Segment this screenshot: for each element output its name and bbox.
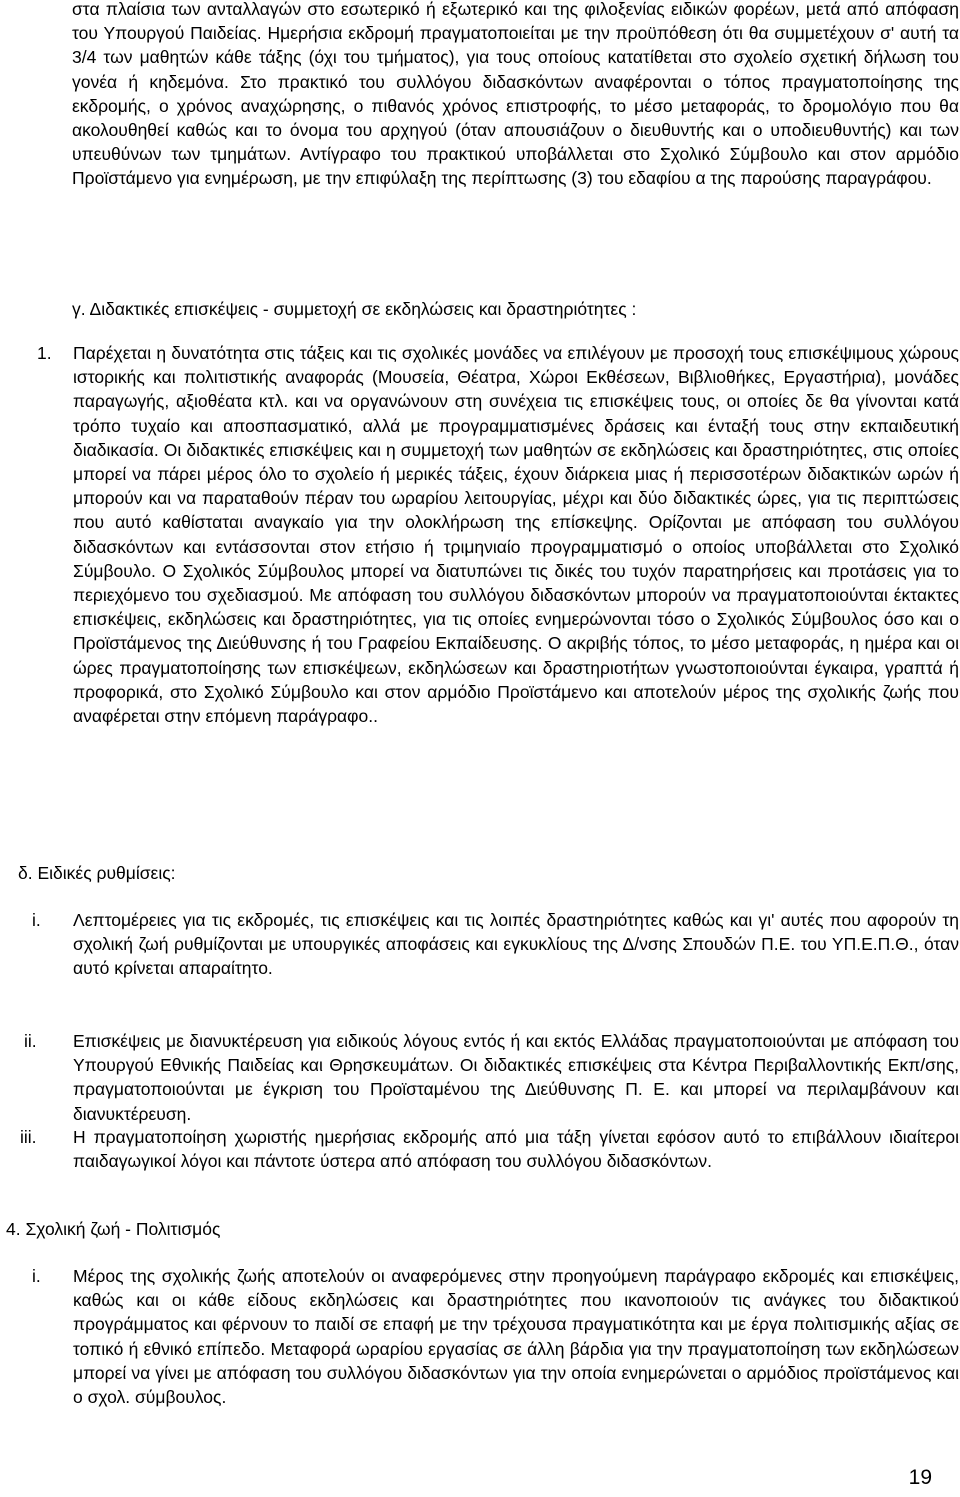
list-item-text: Επισκέψεις με διανυκτέρευση για ειδικούς λόγους εντός ή και εκτός Ελλάδας πραγματοποιούνται με απόφαση του Υπουργού Εθνικής Παιδείας και Θρησκευμάτων. Οι διδακτικές επισκέψεις στα Κέντρα Περιβαλλοντικής Εκπ/σης, πραγματοποιούνται με έγκριση του Προϊσταμένου της Διεύθυνσης Π. Ε. και μπορεί να περιλαμβάνουν και διανυκτέρευση. xyxy=(73,1031,959,1124)
intro-paragraph: στα πλαίσια των ανταλλαγών στο εσωτερικό ή εξωτερικό και της φιλοξενίας ειδικών φορέων, μετά από απόφαση του Υπουργού Παιδείας. Ημερήσια εκδρομή πραγματοποιείται με την προϋπόθεση ότι θα συμμετέχουν σ' αυτή τα 3/4 των μαθητών κάθε τάξης (όχι του τμήματος), για τους οποίους κατατίθεται στο σχολείο σχετική δήλωση του γονέα ή κηδεμόνα. Στο πρακτικό του συλλόγου διδασκόντων αναφέρονται ο τόπος πραγματοποίησης της εκδρομής, ο χρόνος αναχώρησης, ο πιθανός χρόνος επιστροφής, το μέσο μεταφοράς, το δρομολόγιο που θα ακολουθηθεί καθώς και το όνομα του αρχηγού (όταν απουσιάζουν ο διευθυντής και ο υποδιευθυντής) και των υπευθύνων των τμημάτων. Αντίγραφο του πρακτικού υποβάλλεται στο Σχολικό Σύμβουλο και στον αρμόδιο Προϊστάμενο για ενημέρωση, με την επιφύλαξη της περίπτωσης (3) του εδαφίου α της παρούσης παραγράφου. xyxy=(72,0,959,189)
list-marker: ii. xyxy=(24,1031,37,1051)
section-gamma-heading: γ. Διδακτικές επισκέψεις - συμμετοχή σε εκδηλώσεις και δραστηριότητες : xyxy=(72,299,637,319)
list-item-text: Μέρος της σχολικής ζωής αποτελούν οι αναφερόμενες στην προηγούμενη παράγραφο εκδρομές και επισκέψεις, καθώς και οι κάθε είδους εκδηλώσεις και δραστηριότητες που ικανοποιούν τις ανάγκες του διδακτικού προγράμματος και φέρνουν το παιδί σε επαφή με την τρέχουσα πραγματικότητα και με έργα πολιτισμικής αξίας σε τοπικό ή εθνικό επίπεδο. Μεταφορά ωραρίου εργασίας σε άλλη βάρδια για την πραγματοποίηση των εκδηλώσεων μπορεί να γίνει με απόφαση του συλλόγου διδασκόντων για την οποία ενημερώνεται ο αρμόδιος προϊστάμενος και ο σχολ. σύμβουλος. xyxy=(73,1266,959,1408)
page-number: 19 xyxy=(908,1466,932,1489)
section-delta-heading: δ. Ειδικές ρυθμίσεις: xyxy=(18,863,176,883)
list-item-text: Η πραγματοποίηση χωριστής ημερήσιας εκδρομής από μια τάξη γίνεται εφόσον αυτό το επιβάλλουν ιδιαίτεροι παιδαγωγικοί λόγοι και πάντοτε ύστερα από απόφαση του συλλόγου διδασκόντων. xyxy=(73,1127,959,1172)
list-item-text: Παρέχεται η δυνατότητα στις τάξεις και τις σχολικές μονάδες να επιλέγουν με προσοχή τους επισκέψιμους χώρους ιστορικής και πολιτιστικής αναφοράς (Μουσεία, Θέατρα, Χώροι Εκθέσεων, Βιβλιοθήκες, Εργαστήρια), μονάδες παραγωγής, αξιοθέατα κτλ. και να οργανώνουν στη συνέχεια τις επισκέψεις τους, οι οποίες δε θα γίνονται κατά τρόπο τυχαίο και αποσπασματικό, αλλά με προγραμματισμένες δράσεις και ένταξή τους στην εκπαιδευτική διαδικασία. Οι διδακτικές επισκέψεις και η συμμετοχή των μαθητών σε εκδηλώσεις και δραστηριότητες, στις οποίες μπορεί να πάρει μέρος όλο το σχολείο ή μερικές τάξεις, έχουν διάρκεια μιας ή περισσοτέρων διδακτικών ωρών ή μπορούν και να παραταθούν πέραν του ωραρίου λειτουργίας, μέχρι και δύο διδακτικές ώρες, για τις περιπτώσεις που αυτό καθίσταται αναγκαίο για την ολοκλήρωση της επίσκεψης. Ορίζονται με απόφαση του συλλόγου διδασκόντων και εντάσσονται στον ετήσιο ή τριμηνιαίο προγραμματισμό ο οποίος υποβάλλεται στο Σχολικό Σύμβουλο. Ο Σχολικός Σύμβουλος μπορεί να διατυπώνει τις δικές του τυχόν παρατηρήσεις και προτάσεις για το περιεχόμενο του σχεδιασμού. Με απόφαση του συλλόγου διδασκόντων μπορούν να πραγματοποιούνται έκτακτες επισκέψεις, εκδηλώσεις και δραστηριότητες, για τις οποίες ενημερώνονται τόσο ο Σχολικός Σύμβουλος όσο και ο Προϊστάμενος της Διεύθυνσης ή του Γραφείου Εκπαίδευσης. Ο ακριβής τόπος, το μέσο μεταφοράς, η ημέρα και οι ώρες πραγματοποίησης των επισκέψεων, εκδηλώσεων και δραστηριοτήτων γνωστοποιούνται έγκαιρα, γραπτά ή προφορικά, στο Σχολικό Σύμβουλο και στον αρμόδιο Προϊστάμενο και αποτελούν μέρος της σχολικής ζωής που αναφέρεται στην επόμενη παράγραφο.. xyxy=(73,343,959,727)
list-marker: iii. xyxy=(20,1127,37,1147)
list-marker: i. xyxy=(32,1266,41,1286)
section-4-heading: 4. Σχολική ζωή - Πολιτισμός xyxy=(6,1219,221,1239)
list-marker: i. xyxy=(32,910,41,930)
list-item-text: Λεπτομέρειες για τις εκδρομές, τις επισκέψεις και τις λοιπές δραστηριότητες καθώς και γι' αυτές που αφορούν τη σχολική ζωή ρυθμίζονται με υπουργικές αποφάσεις και εγκυκλίους της Δ/νσης Σπουδών Π.Ε. του ΥΠ.Ε.Π.Θ., όταν αυτό κρίνεται απαραίτητο. xyxy=(73,910,959,979)
list-marker: 1. xyxy=(37,343,52,363)
